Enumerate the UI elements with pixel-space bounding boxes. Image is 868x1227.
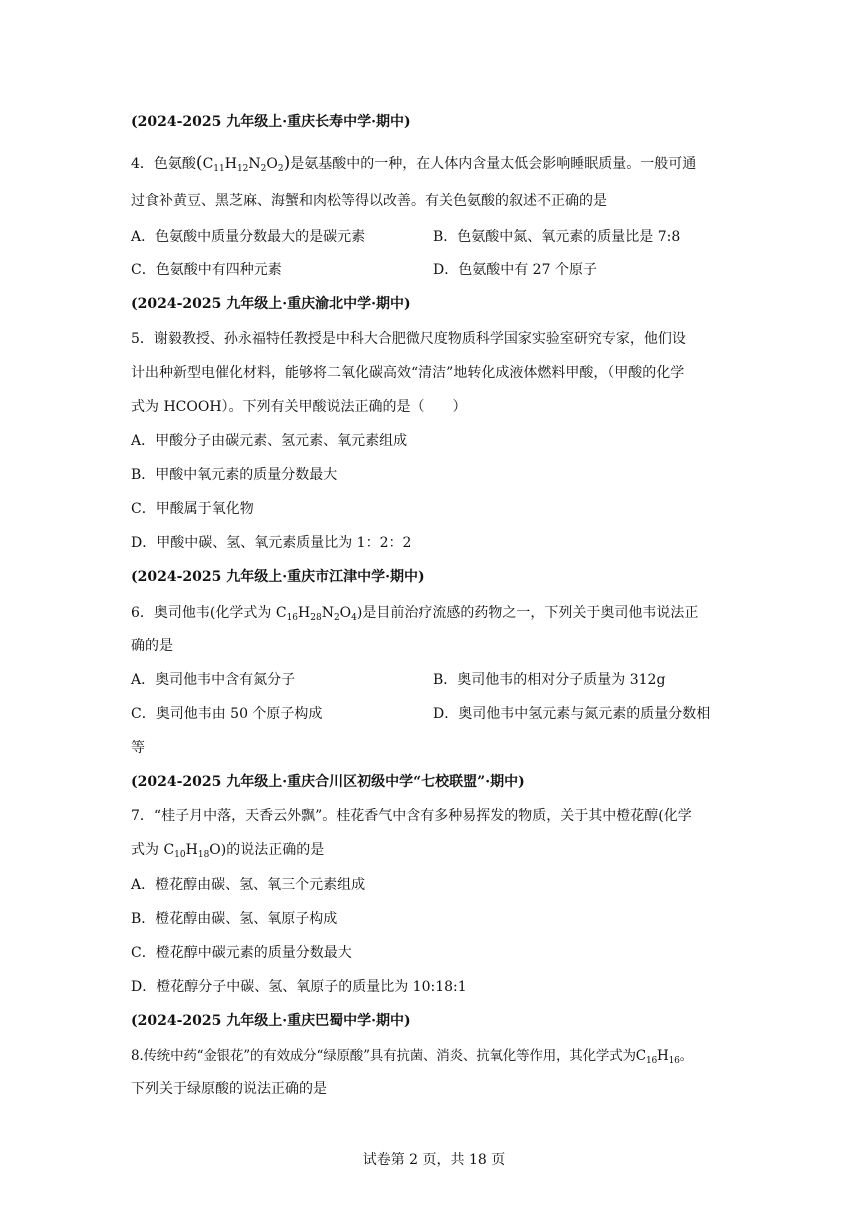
question-6-option-b: B．奥司他韦的相对分子质量为 312g [433,672,666,688]
question-6-option-d: D．奥司他韦中氢元素与氮元素的质量分数相 [433,706,711,722]
question-7-stem-line-2: 式为 $C_{10}H_{18}O$)的说法正确的是 [131,842,325,860]
source-q8: (2024-2025 九年级上·重庆巴蜀中学·期中) [131,1013,411,1029]
question-4-stem-line-2: 过食补黄豆、黑芝麻、海蟹和肉松等得以改善。有关色氨酸的叙述不正确的是 [131,193,607,209]
question-7-stem-line-1: 7．“桂子月中落，天香云外飘”。桂花香气中含有多种易挥发的物质，关于其中橙花醇(化学 [131,808,692,824]
page-footer: 试卷第 2 页，共 18 页 [362,1152,506,1168]
question-5-stem-line-3: 式为 HCOOH）。下列有关甲酸说法正确的是（ ） [131,399,467,415]
formula-chlorogenic-acid: $C_{16}H_{16}$。 [635,1048,693,1066]
question-6-option-d-continued: 等 [131,740,145,756]
formula-tryptophan: $(C_{11}H_{12}N_2O_2)$ [195,153,291,174]
question-6-number: 6． [131,605,154,621]
question-7-option-a: A．橙花醇由碳、氢、氧三个元素组成 [131,877,366,893]
question-7-option-b: B．橙花醇由碳、氢、氧原子构成 [131,911,338,927]
formula-nerolidol: $C_{10}H_{18}O$ [163,842,221,860]
question-5-option-a: A．甲酸分子由碳元素、氢元素、氧元素组成 [131,433,408,449]
question-4-option-a: A．色氨酸中质量分数最大的是碳元素 [131,229,366,245]
source-q7: (2024-2025 九年级上·重庆合川区初级中学“七校联盟”·期中) [131,774,525,790]
question-7-option-c: C．橙花醇中碳元素的质量分数最大 [131,945,352,961]
question-8-stem-line-2: 下列关于绿原酸的说法正确的是 [131,1081,327,1097]
formula-oseltamivir: $C_{16}H_{28}N_2O_4$ [275,605,357,623]
question-5-option-b: B．甲酸中氧元素的质量分数最大 [131,467,338,483]
question-6-option-c: C．奥司他韦由 50 个原子构成 [131,706,323,722]
question-5-stem-line-1: 5．谢毅教授、孙永福特任教授是中科大合肥微尺度物质科学国家实验室研究专家，他们设 [131,331,686,347]
question-7-number: 7． [131,808,154,824]
question-5-number: 5． [131,331,154,347]
question-4-option-d: D．色氨酸中有 27 个原子 [433,262,597,278]
question-4-option-c: C．色氨酸中有四种元素 [131,262,282,278]
question-4-number: 4． [131,156,154,172]
source-q5: (2024-2025 九年级上·重庆渝北中学·期中) [131,296,411,312]
question-6-stem-line-2: 确的是 [131,638,173,654]
question-6-option-a: A．奥司他韦中含有氮分子 [131,672,296,688]
question-8-stem-line-1: 8.传统中药“金银花”的有效成分“绿原酸”具有抗菌、消炎、抗氧化等作用，其化学式为$C_{16}H_{16}$。 [131,1048,693,1066]
question-5-stem-line-2: 计出种新型电催化材料，能够将二氧化碳高效“清洁”地转化成液体燃料甲酸，（甲酸的化学 [131,365,685,381]
question-8-number: 8. [131,1048,144,1064]
source-q4: (2024-2025 九年级上·重庆长寿中学·期中) [131,114,411,130]
question-7-option-d: D．橙花醇分子中碳、氢、氧原子的质量比为 10:18:1 [131,979,467,995]
question-4-option-b: B．色氨酸中氮、氧元素的质量比是 7:8 [433,229,681,245]
question-5-option-d: D．甲酸中碳、氢、氧元素质量比为 1：2：2 [131,535,412,551]
question-5-option-c: C．甲酸属于氧化物 [131,501,254,517]
question-6-stem-line-1: 6．奥司他韦(化学式为 $C_{16}H_{28}N_2O_4$)是目前治疗流感的药物之一，下列关于奥司他韦说法正 [131,605,699,623]
source-q6: (2024-2025 九年级上·重庆市江津中学·期中) [131,569,425,585]
question-4-stem-line-1: 4．色氨酸$(C_{11}H_{12}N_2O_2)$是氨基酸中的一种，在人体内含量太低会影响睡眠质量。一般可通 [131,153,697,174]
